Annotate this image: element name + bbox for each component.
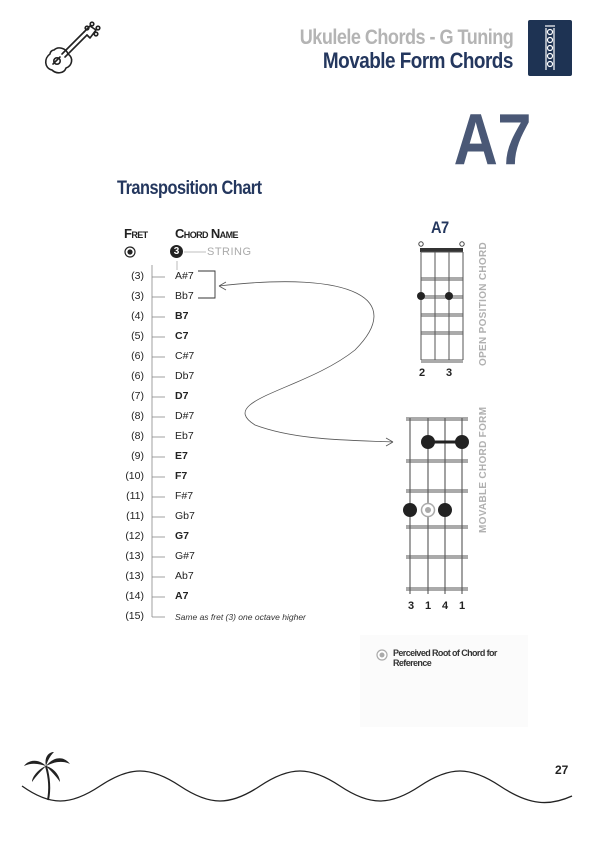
perceived-root-icon <box>376 649 388 661</box>
palm-tree-wave-icon <box>20 752 580 812</box>
chord-name: C#7 <box>175 350 195 362</box>
string-number: 3 <box>173 246 180 257</box>
chord-name: Ab7 <box>175 570 194 582</box>
chord-name: Eb7 <box>175 430 194 442</box>
fret-number: (6) <box>131 350 144 362</box>
chord-name: A7 <box>175 590 189 602</box>
movable-finger-4: 1 <box>458 600 466 612</box>
movable-chord-label: MOVABLE CHORD FORM <box>478 406 489 533</box>
fret-number: (13) <box>125 570 144 582</box>
fret-column-header: Fret <box>124 226 148 241</box>
fret-number: (6) <box>131 370 144 382</box>
header-title-line2: Movable Form Chords <box>323 48 513 73</box>
fret-number: (10) <box>125 470 144 482</box>
string-label: STRING <box>207 246 252 258</box>
movable-chord-diagram <box>400 414 476 600</box>
open-position-label: OPEN POSITION CHORD <box>478 241 489 366</box>
fret-number: (3) <box>131 290 144 302</box>
fret-number: (13) <box>125 550 144 562</box>
ukulele-icon <box>40 16 104 78</box>
fret-number: (9) <box>131 450 144 462</box>
movable-finger-3: 4 <box>441 600 449 612</box>
book-badge <box>528 20 572 76</box>
chord-name-column-header: Chord Name <box>175 226 238 241</box>
chord-name: C7 <box>175 330 189 342</box>
open-finger-2: 3 <box>445 367 453 379</box>
root-marker-icon <box>124 246 136 258</box>
fret-number: (15) <box>125 610 144 622</box>
transposition-arrow <box>195 260 420 450</box>
fret-number: (11) <box>126 490 144 502</box>
section-heading: Transposition Chart <box>117 178 262 199</box>
legend-text: Perceived Root of Chord for Reference <box>393 648 497 668</box>
open-position-chord-diagram <box>410 238 470 368</box>
chord-name: D#7 <box>175 410 195 422</box>
chord-name: B7 <box>175 310 189 322</box>
ukulele-neck-icon <box>528 20 572 76</box>
chord-name: F#7 <box>175 490 194 502</box>
chord-name: G#7 <box>175 550 195 562</box>
chord-name: Bb7 <box>175 290 194 302</box>
chord-name: Same as fret (3) one octave higher <box>175 612 306 622</box>
fret-number: (11) <box>126 510 144 522</box>
table-bracket <box>145 265 175 621</box>
fret-number: (5) <box>131 330 144 342</box>
chord-title: A7 <box>453 100 531 180</box>
header-title-line1: Ukulele Chords - G Tuning <box>299 26 513 49</box>
fret-number: (8) <box>131 430 144 442</box>
chord-name: Gb7 <box>175 510 195 522</box>
page-number: 27 <box>555 763 569 777</box>
movable-finger-1: 3 <box>407 600 415 612</box>
chord-name: Db7 <box>175 370 195 382</box>
fret-number: (4) <box>131 310 144 322</box>
fret-number: (12) <box>125 530 144 542</box>
fret-number: (7) <box>131 390 144 402</box>
open-chart-title: A7 <box>431 218 449 237</box>
chord-name: F7 <box>175 470 188 482</box>
open-finger-1: 2 <box>418 367 426 379</box>
chord-name: D7 <box>175 390 189 402</box>
fret-number: (3) <box>131 270 144 282</box>
chord-name: G7 <box>175 530 190 542</box>
chord-name: E7 <box>175 450 188 462</box>
movable-finger-2: 1 <box>424 600 432 612</box>
chord-name: A#7 <box>175 270 194 282</box>
fret-number: (14) <box>125 590 144 602</box>
fret-number: (8) <box>131 410 144 422</box>
